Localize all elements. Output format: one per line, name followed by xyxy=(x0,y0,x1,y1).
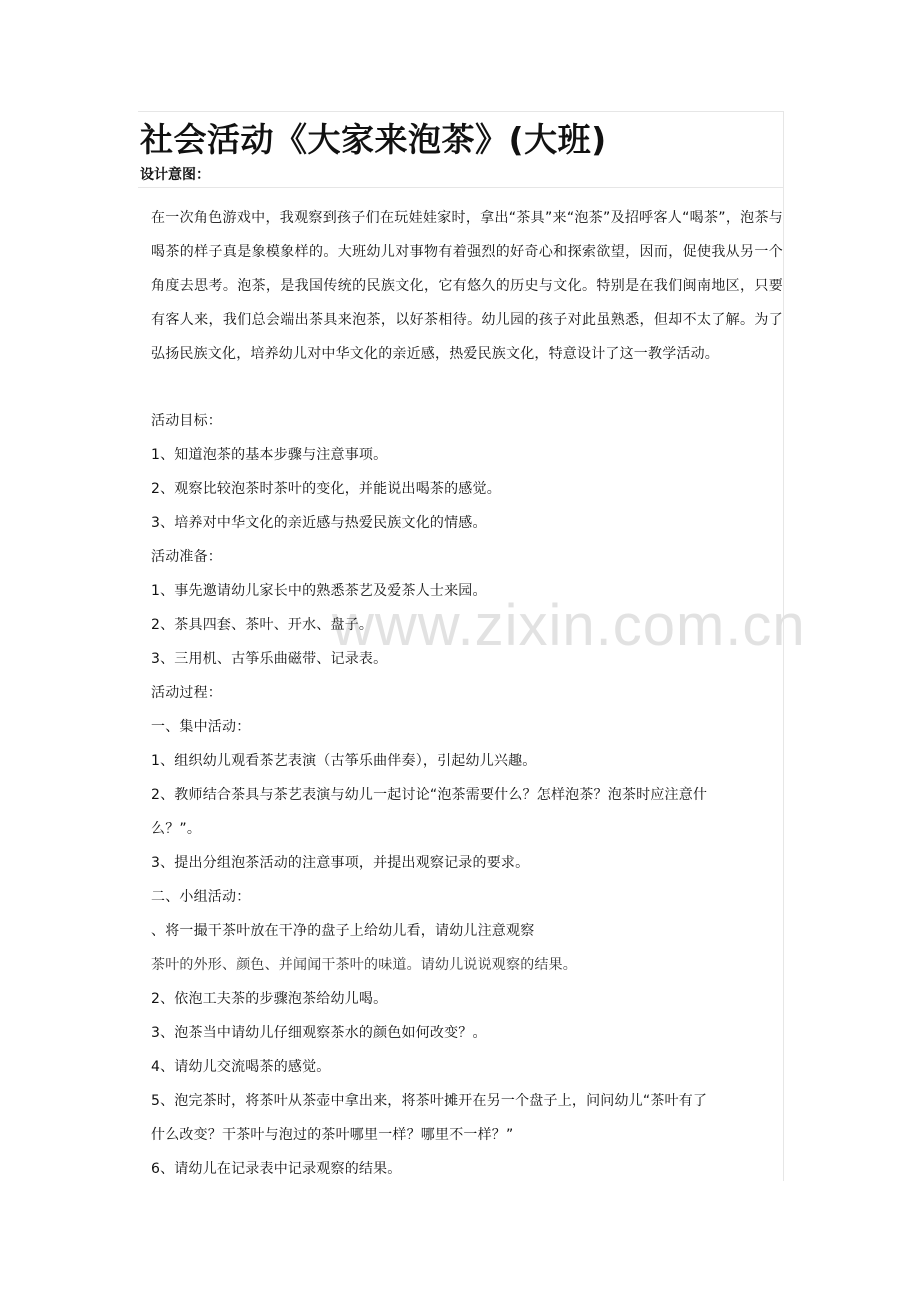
process-item-1: 1、组织幼儿观看茶艺表演（古筝乐曲伴奏），引起幼儿兴趣。 xyxy=(151,753,537,769)
section-heading-design-intent: 设计意图： xyxy=(140,167,210,183)
small-group-item-2: 2、依泡工夫茶的步骤泡茶给幼儿喝。 xyxy=(151,991,388,1007)
small-group-item-1-cont: 茶叶的外形、颜色、并闻闻干茶叶的味道。请幼儿说说观察的结果。 xyxy=(151,957,577,973)
process-item-2-cont: 么？”。 xyxy=(151,821,202,837)
document-title: 社会活动《大家来泡茶》(大班) xyxy=(140,120,607,159)
watermark: www.zixin.com.cn xyxy=(332,593,806,658)
goal-item-2: 2、观察比较泡茶时茶叶的变化，并能说出喝茶的感觉。 xyxy=(151,481,501,497)
heading-preparation: 活动准备： xyxy=(151,549,222,565)
subheading-small-group: 二、小组活动： xyxy=(151,889,251,905)
small-group-item-4: 4、请幼儿交流喝茶的感觉。 xyxy=(151,1059,331,1075)
subheading-group-activity: 一、集中活动： xyxy=(151,719,251,735)
heading-goals: 活动目标： xyxy=(151,413,222,429)
process-item-2: 2、教师结合茶具与茶艺表演与幼儿一起讨论“泡茶需要什么？怎样泡茶？泡茶时应注意什 xyxy=(151,787,708,803)
intro-paragraph: 在一次角色游戏中，我观察到孩子们在玩娃娃家时，拿出“茶具”来“泡茶”及招呼客人“喝茶”，泡茶与喝茶的样子真是象模象样的。大班幼儿对事物有着强烈的好奇心和探索欲望，因而，促使我从另一个角度去思考。泡茶，是我国传统的民族文化，它有悠久的历史与文化。特别是在我们闽南地区，只要有客人来，我们总会端出茶具来泡茶，以好茶相待。幼儿园的孩子对此虽熟悉，但却不太了解。为了弘扬民族文化，培养幼儿对中华文化的亲近感，热爱民族文化，特意设计了这一教学活动。 xyxy=(151,210,783,362)
frame-top-border xyxy=(138,111,784,112)
goal-item-1: 1、知道泡茶的基本步骤与注意事项。 xyxy=(151,447,388,463)
goal-item-3: 3、培养对中华文化的亲近感与热爱民族文化的情感。 xyxy=(151,515,487,531)
header-divider xyxy=(138,187,784,188)
small-group-item-1: 、将一撮干茶叶放在干净的盘子上给幼儿看，请幼儿注意观察 xyxy=(151,923,535,939)
heading-process: 活动过程： xyxy=(151,685,222,701)
preparation-item-3: 3、三用机、古筝乐曲磁带、记录表。 xyxy=(151,651,388,667)
small-group-item-5: 5、泡完茶时，将茶叶从茶壶中拿出来，将茶叶摊开在另一个盘子上，问问幼儿“茶叶有了 xyxy=(151,1093,708,1109)
small-group-item-3: 3、泡茶当中请幼儿仔细观察茶水的颜色如何改变？。 xyxy=(151,1025,487,1041)
small-group-item-5-cont: 什么改变？干茶叶与泡过的茶叶哪里一样？哪里不一样？” xyxy=(151,1127,514,1143)
preparation-item-1: 1、事先邀请幼儿家长中的熟悉茶艺及爱茶人士来园。 xyxy=(151,583,487,599)
preparation-item-2: 2、茶具四套、茶叶、开水、盘子。 xyxy=(151,617,374,633)
process-item-3: 3、提出分组泡茶活动的注意事项，并提出观察记录的要求。 xyxy=(151,855,530,871)
small-group-item-6: 6、请幼儿在记录表中记录观察的结果。 xyxy=(151,1161,402,1177)
